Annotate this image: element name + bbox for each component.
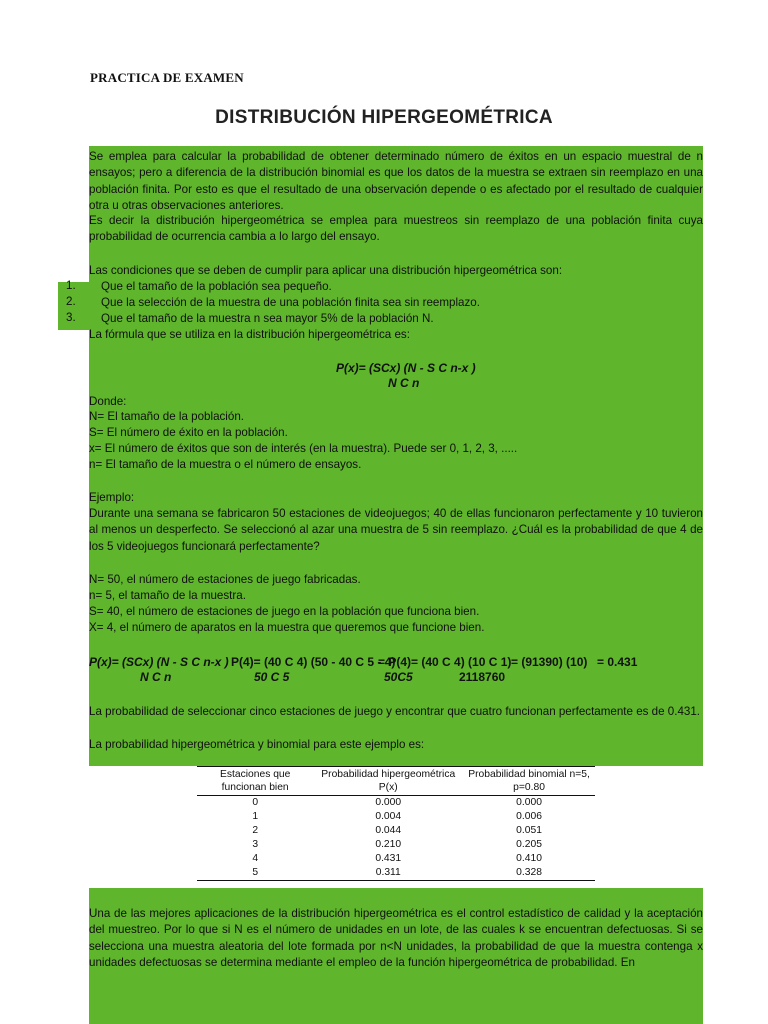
example-data: S= 40, el número de estaciones de juego en la población que funciona bien.	[89, 605, 480, 618]
table-cell: 0.006	[516, 811, 542, 822]
example-data: N= 50, el número de estaciones de juego fabricadas.	[89, 573, 361, 586]
table-cell: 0.431	[375, 853, 402, 864]
table-cell: 1	[252, 811, 259, 822]
formula-numerator: P(x)= (SCx) (N - S C n-x )	[336, 361, 476, 375]
page-title: DISTRIBUCIÓN HIPERGEOMÉTRICA	[215, 107, 553, 128]
calc-result: = 0.431	[597, 655, 638, 669]
calc-formula: P(x)= (SCx) (N - S C n-x )	[89, 655, 229, 669]
table-row	[197, 838, 595, 852]
probability-table	[197, 767, 595, 881]
definition-item: S= El número de éxito en la población.	[89, 426, 288, 439]
table-cell: 0.205	[516, 839, 542, 850]
calc-step-denominator: 50 C 5	[254, 670, 290, 684]
table-top-rule	[197, 766, 595, 767]
table-row	[197, 796, 595, 811]
formula-intro: La fórmula que se utiliza en la distribución hipergeométrica es:	[89, 328, 410, 341]
calc-step: = (91390) (10)	[511, 655, 588, 669]
table-cell: 0.311	[313, 866, 463, 881]
list-item: Que la selección de la muestra de una población finita sea sin reemplazo.	[101, 296, 480, 309]
table-cell: 3	[252, 839, 259, 850]
table-intro: La probabilidad hipergeométrica y binomial para este ejemplo es:	[89, 738, 425, 751]
definition-item: N= El tamaño de la población.	[89, 410, 245, 423]
table-cell: 0	[252, 797, 259, 808]
table-cell: 0.328	[463, 866, 595, 881]
table-cell: 0.051	[516, 825, 542, 836]
table-cell: 0.044	[375, 825, 402, 836]
conditions-heading: Las condiciones que se deben de cumplir para aplicar una distribución hipergeométrica son:	[89, 264, 563, 277]
calc-step-denominator: 50C5	[384, 670, 413, 684]
table-row	[197, 810, 595, 824]
practice-label: PRACTICA DE EXAMEN	[90, 70, 244, 85]
table-header: Probabilidad hipergeométrica P(x)	[313, 767, 463, 796]
formula-denominator: N C n	[388, 376, 420, 390]
list-number: 1.	[66, 279, 76, 292]
table-header: Estaciones que funcionan bien	[197, 767, 313, 796]
table-cell: 5	[197, 866, 313, 881]
table-cell: 0.210	[375, 839, 402, 850]
intro-paragraph: Se emplea para calcular la probabilidad de obtener determinado número de éxitos en un espacio muestral de n ensayos; pero a diferencia de la distribución binomial es que los datos de la muestra se extraen sin reemplazo en una población finita. Por esto es que el resultado de una observación depende o es afectado por el resultado de cualquier otra u otras observaciones anteriores.	[89, 150, 703, 212]
table-row	[197, 852, 595, 866]
table-header-row	[197, 767, 595, 796]
table-cell: 0.000	[516, 797, 542, 808]
table-cell: 4	[252, 853, 259, 864]
calc-formula-denominator: N C n	[140, 670, 172, 684]
calc-step: = P(4)= (40 C 4) (10 C 1)	[378, 655, 512, 669]
intro-paragraph-2: Es decir la distribución hipergeométrica se emplea para muestreos sin reemplazo de una población finita cuya probabilidad de ocurrencia cambia a lo largo del ensayo.	[89, 214, 703, 244]
table-cell: 0.004	[375, 811, 402, 822]
list-item: Que el tamaño de la muestra n sea mayor 5% de la población N.	[101, 312, 434, 325]
table-row	[197, 824, 595, 838]
list-item: Que el tamaño de la población sea pequeño.	[101, 280, 332, 293]
list-number: 2.	[66, 295, 76, 308]
closing-paragraph: Una de las mejores aplicaciones de la distribución hipergeométrica es el control estadístico de calidad y la aceptación del muestreo. Por lo que si N es el número de unidades en un lote, de las cuales k se encuentran defectuosas. Si se selecciona una muestra aleatoria del lote formada por n<N unidades, la probabilidad de que la muestra contenga x unidades defectuosas se determina mediante el empleo de la función hipergeométrica de probabilidad. En	[89, 907, 703, 969]
table-cell: 0.000	[375, 797, 402, 808]
table-cell: 2	[252, 825, 259, 836]
calc-step: P(4)= (40 C 4) (50 - 40 C 5 - 4)	[231, 655, 396, 669]
table-cell: 0.410	[516, 853, 542, 864]
example-text: Durante una semana se fabricaron 50 estaciones de videojuegos; 40 de ellas funcionaron perfectamente y 10 tuvieron al menos un desperfecto. Se seleccionó al azar una muestra de 5 sin reemplazo. ¿Cuál es la probabilidad de que 4 de los 5 videojuegos funcionará perfectamente?	[89, 507, 703, 553]
table-header: Probabilidad binomial n=5, p=0.80	[463, 767, 595, 796]
table-row	[197, 866, 595, 881]
definition-item: x= El número de éxitos que son de interés (en la muestra). Puede ser 0, 1, 2, 3, .....	[89, 442, 518, 455]
donde-heading: Donde:	[89, 395, 127, 408]
example-heading: Ejemplo:	[89, 491, 135, 504]
list-number: 3.	[66, 311, 76, 324]
example-data: n= 5, el tamaño de la muestra.	[89, 589, 246, 602]
calc-step-denominator: 2118760	[459, 670, 506, 684]
example-data: X= 4, el número de aparatos en la muestra que queremos que funcione bien.	[89, 621, 485, 634]
definition-item: n= El tamaño de la muestra o el número de ensayos.	[89, 458, 362, 471]
conclusion: La probabilidad de seleccionar cinco estaciones de juego y encontrar que cuatro funcionan perfectamente es de 0.431.	[89, 705, 701, 718]
